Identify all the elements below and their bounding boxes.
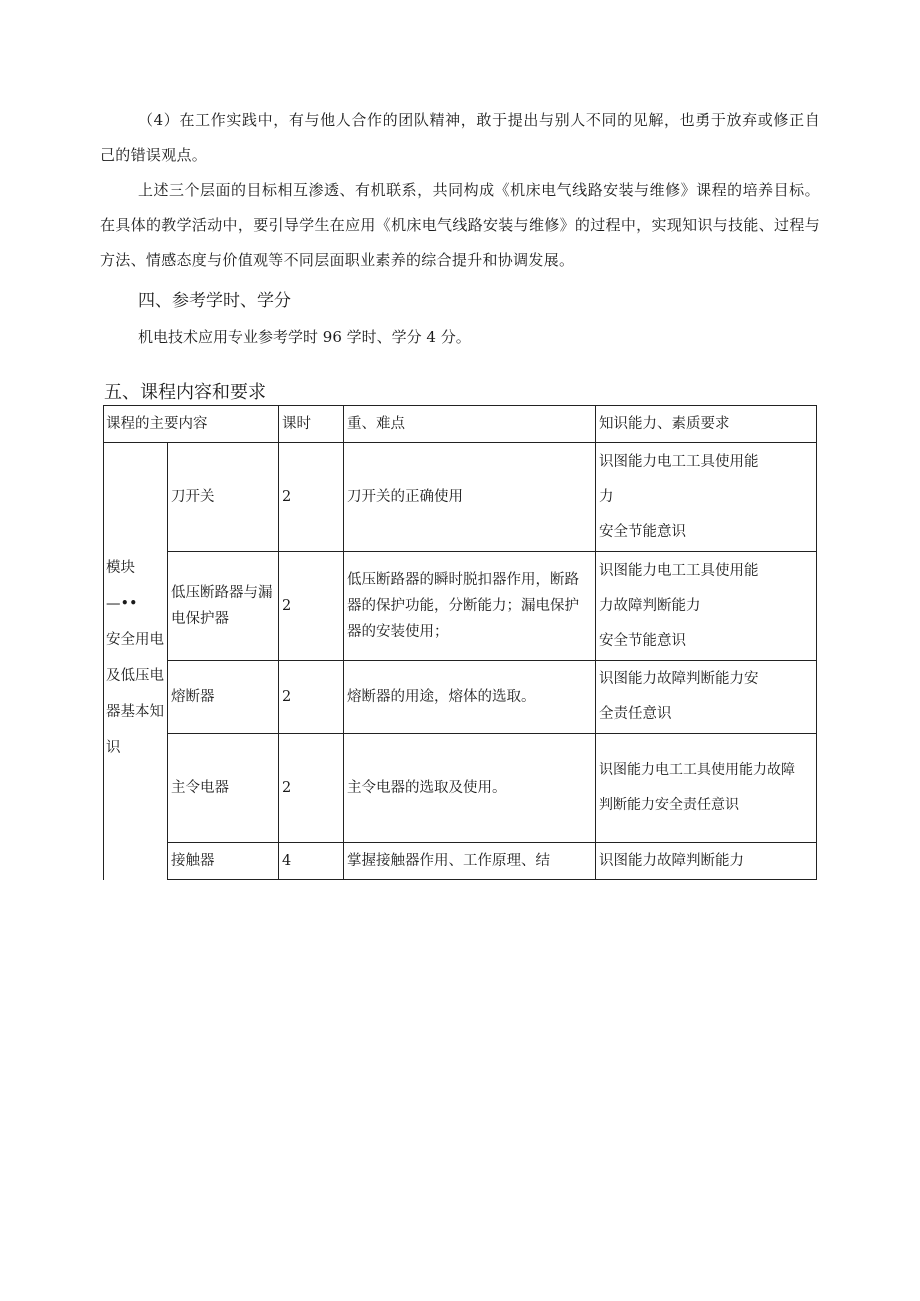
topic-cell: 刀开关 (168, 443, 279, 552)
hours-cell: 2 (279, 661, 344, 734)
table-row (104, 734, 817, 843)
header-content: 课程的主要内容 (104, 406, 279, 443)
header-key-points: 重、难点 (344, 406, 596, 443)
table-row (104, 443, 817, 552)
table-row (104, 552, 817, 661)
requirements-cell: 识图能力故障判断能力 (596, 843, 817, 880)
topic-cell: 主令电器 (168, 734, 279, 843)
header-requirements: 知识能力、素质要求 (596, 406, 817, 443)
requirements-cell: 识图能力电工工具使用能 力 安全节能意识 (596, 443, 817, 552)
paragraph-summary: 上述三个层面的目标相互渗透、有机联系，共同构成《机床电气线路安装与维修》课程的培养目标。在具体的教学活动中，要引导学生在应用《机床电气线路安装与维修》的过程中，实现知识与技能、过程与方法、情感态度与价值观等不同层面职业素养的综合提升和协调发展。 (100, 181, 820, 269)
topic-cell: 低压断路器与漏电保护器 (168, 552, 279, 661)
hours-cell: 2 (279, 552, 344, 661)
key-points-cell: 低压断路器的瞬时脱扣器作用，断路器的保护功能，分断能力；漏电保护器的安装使用； (344, 552, 596, 661)
table-row (104, 661, 817, 734)
table-header-row (104, 406, 817, 443)
section-4-text: 机电技术应用专业参考学时 96 学时、学分 4 分。 (138, 328, 471, 346)
key-points-cell: 熔断器的用途，熔体的选取。 (344, 661, 596, 734)
topic-cell: 接触器 (168, 843, 279, 880)
section-4-heading: 四、参考学时、学分 (138, 291, 291, 311)
table-row (104, 843, 817, 880)
key-points-cell: 主令电器的选取及使用。 (344, 734, 596, 843)
requirements-cell: 识图能力电工工具使用能力故障 判断能力安全责任意识 (596, 734, 817, 843)
requirements-cell: 识图能力故障判断能力安 全责任意识 (596, 661, 817, 734)
key-points-cell: 掌握接触器作用、工作原理、结 (344, 843, 596, 880)
hours-cell: 2 (279, 734, 344, 843)
hours-cell: 2 (279, 443, 344, 552)
module-label: 模块 —•• 安全用电 及低压电 器基本知 识 (104, 443, 168, 880)
key-points-cell: 刀开关的正确使用 (344, 443, 596, 552)
requirements-cell: 识图能力电工工具使用能 力故障判断能力 安全节能意识 (596, 552, 817, 661)
course-content-table (103, 405, 817, 880)
topic-cell: 熔断器 (168, 661, 279, 734)
hours-cell: 4 (279, 843, 344, 880)
paragraph-teamwork: （4）在工作实践中，有与他人合作的团队精神，敢于提出与别人不同的见解，也勇于放弃或修正自己的错误观点。 (100, 111, 820, 164)
section-5-heading: 五、课程内容和要求 (104, 382, 266, 403)
header-hours: 课时 (279, 406, 344, 443)
